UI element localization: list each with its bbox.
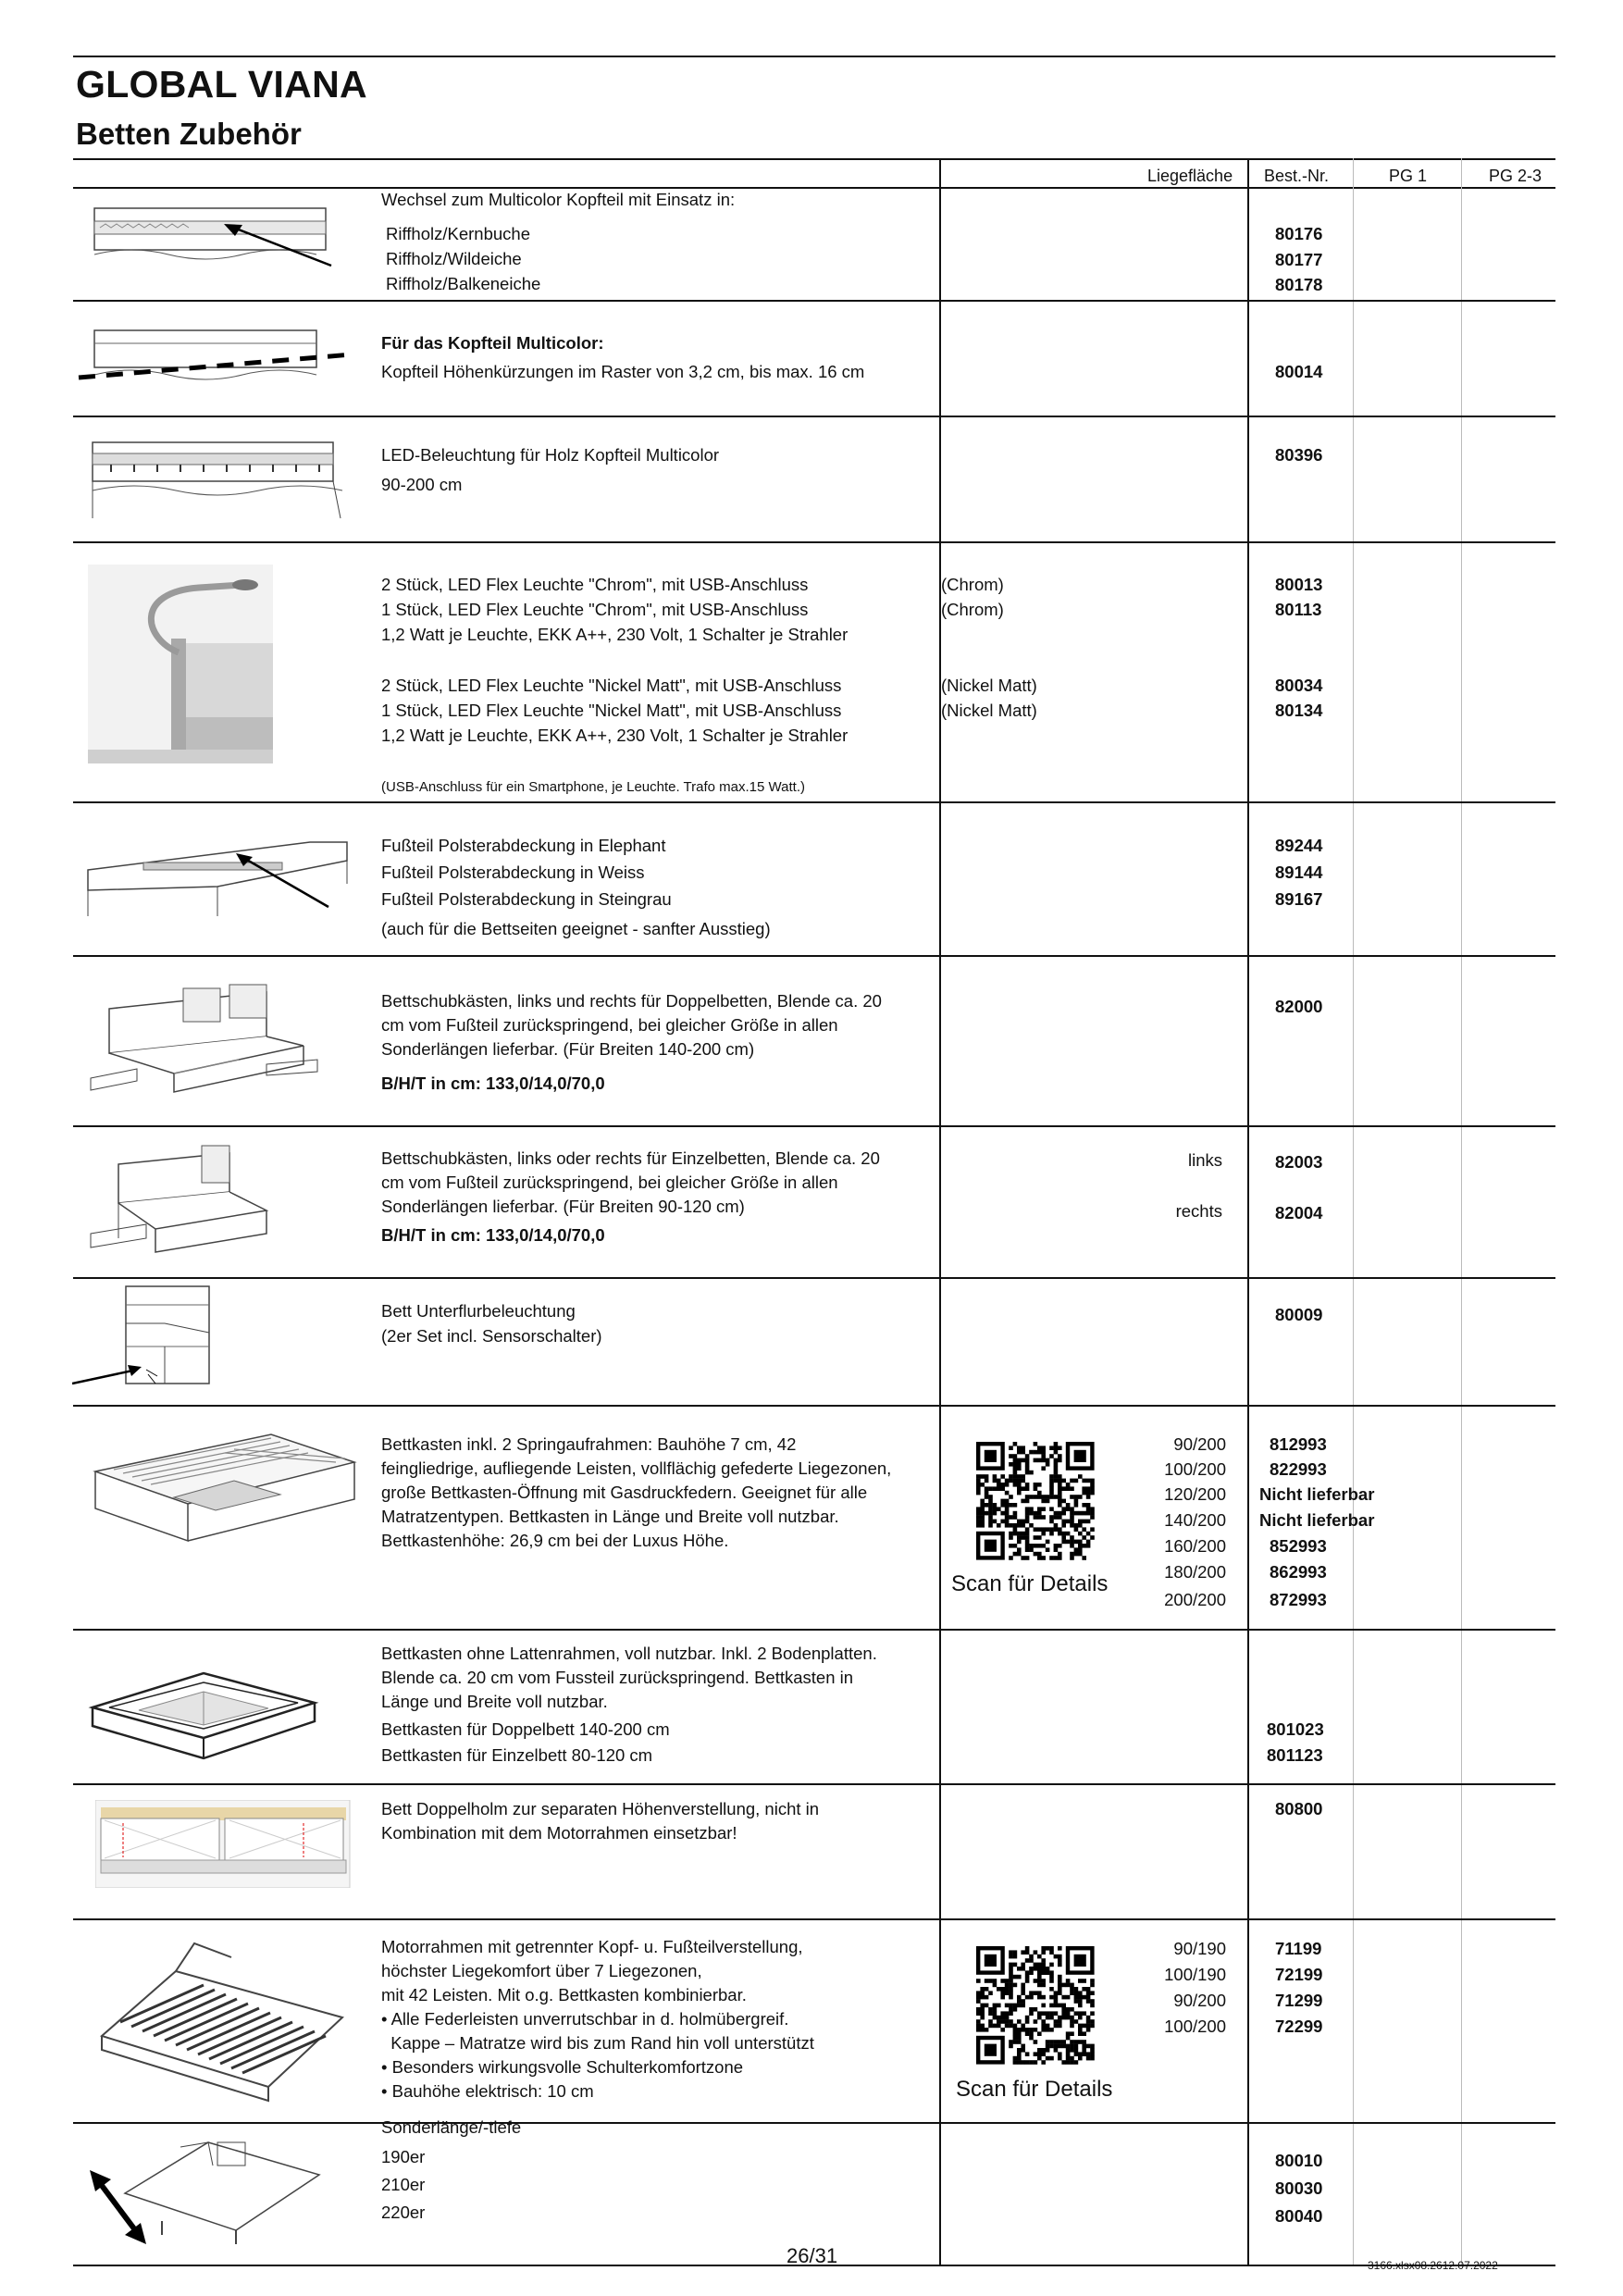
item-text: feingliedrige, aufliegende Leisten, vollflächig gefederte Liegezonen, bbox=[381, 1458, 892, 1478]
item-text: • Bauhöhe elektrisch: 10 cm bbox=[381, 2081, 594, 2101]
surface-size: 180/200 bbox=[1164, 1562, 1226, 1582]
headboard-led-lighting-drawing bbox=[83, 435, 361, 523]
qr-caption: Scan für Details bbox=[951, 1571, 1109, 1596]
order-number: 72199 bbox=[1275, 1965, 1323, 1984]
col-header-pg23: PG 2-3 bbox=[1489, 167, 1542, 185]
order-number: 80178 bbox=[1275, 275, 1323, 294]
surface-label: rechts bbox=[1175, 1201, 1222, 1221]
order-number: 80010 bbox=[1275, 2151, 1323, 2170]
order-number: 72299 bbox=[1275, 2017, 1323, 2036]
multicolor-headboard-insert-drawing bbox=[83, 199, 352, 278]
item-text: • Besonders wirkungsvolle Schulterkomfortzone bbox=[381, 2057, 744, 2077]
item-text: mit 42 Leisten. Mit o.g. Bettkasten kombinierbar. bbox=[381, 1985, 747, 2004]
qr-code-icon[interactable] bbox=[976, 1946, 1109, 2066]
item-text: Sonderlängen lieferbar. (Für Breiten 140-200 cm) bbox=[381, 1039, 755, 1059]
item-text: 1 Stück, LED Flex Leuchte "Nickel Matt", mit USB-Anschluss bbox=[381, 701, 842, 720]
item-text: cm vom Fußteil zurückspringend, bei gleicher Größe in allen bbox=[381, 1173, 838, 1192]
item-text: große Bettkasten-Öffnung mit Gasdruckfedern. Geeignet für alle bbox=[381, 1483, 868, 1502]
surface-label: (Nickel Matt) bbox=[941, 701, 1037, 720]
page-title: GLOBAL VIANA bbox=[76, 63, 367, 105]
item-text: Bettschubkästen, links und rechts für Doppelbetten, Blende ca. 20 bbox=[381, 991, 882, 1011]
item-text: Fußteil Polsterabdeckung in Steingrau bbox=[381, 889, 672, 909]
order-number: 82003 bbox=[1275, 1152, 1323, 1172]
special-length-drawing bbox=[88, 2128, 328, 2258]
order-number: 82000 bbox=[1275, 997, 1323, 1016]
item-text: 220er bbox=[381, 2203, 426, 2222]
item-text: Bettkasten inkl. 2 Springaufrahmen: Bauhöhe 7 cm, 42 bbox=[381, 1434, 797, 1454]
item-text: 210er bbox=[381, 2175, 426, 2194]
underfloor-lighting-drawing bbox=[72, 1282, 220, 1402]
order-number: 80034 bbox=[1275, 676, 1323, 695]
bed-box-spring-frames-drawing bbox=[86, 1425, 364, 1555]
item-text: Riffholz/Balkeneiche bbox=[386, 274, 541, 293]
order-number: 71299 bbox=[1275, 1991, 1323, 2010]
item-text: Sonderlänge/-tiefe bbox=[381, 2117, 522, 2137]
item-heading: Für das Kopfteil Multicolor: bbox=[381, 333, 604, 353]
order-number: 812993 bbox=[1270, 1434, 1327, 1454]
item-text: 1,2 Watt je Leuchte, EKK A++, 230 Volt, 1 Schalter je Strahler bbox=[381, 625, 849, 644]
item-text: Riffholz/Wildeiche bbox=[386, 249, 522, 268]
item-text: Motorrahmen mit getrennter Kopf- u. Fußteilverstellung, bbox=[381, 1937, 803, 1956]
order-number: 80009 bbox=[1275, 1305, 1323, 1324]
single-bed-drawer-drawing bbox=[81, 1136, 285, 1275]
surface-size: 100/190 bbox=[1164, 1965, 1226, 1984]
surface-size: 90/190 bbox=[1173, 1939, 1226, 1958]
item-text: Bettkastenhöhe: 26,9 cm bei der Luxus Höhe. bbox=[381, 1531, 729, 1550]
surface-size: 100/200 bbox=[1164, 2017, 1226, 2036]
order-number: 71199 bbox=[1275, 1939, 1322, 1958]
led-flex-lamp-photo bbox=[88, 565, 273, 763]
order-number: 80177 bbox=[1275, 250, 1323, 269]
double-rail-drawing bbox=[95, 1800, 354, 1888]
order-number: Nicht lieferbar bbox=[1259, 1484, 1375, 1504]
item-text: 1,2 Watt je Leuchte, EKK A++, 230 Volt, 1 Schalter je Strahler bbox=[381, 726, 849, 745]
order-number: 89244 bbox=[1275, 836, 1323, 855]
order-number: 89144 bbox=[1275, 863, 1323, 882]
item-dimensions: B/H/T in cm: 133,0/14,0/70,0 bbox=[381, 1225, 605, 1245]
item-text: Kombination mit dem Motorrahmen einsetzbar! bbox=[381, 1823, 737, 1843]
column-divider bbox=[939, 158, 941, 2266]
item-text: Riffholz/Kernbuche bbox=[386, 224, 530, 243]
file-reference: 3166.xlsx08.2612.07.2022 bbox=[1368, 2259, 1498, 2272]
order-number: Nicht lieferbar bbox=[1259, 1510, 1375, 1530]
item-text: 2 Stück, LED Flex Leuchte "Chrom", mit USB-Anschluss bbox=[381, 575, 809, 594]
order-number: 80030 bbox=[1275, 2178, 1323, 2198]
surface-size: 90/200 bbox=[1173, 1434, 1226, 1454]
item-text: Länge und Breite voll nutzbar. bbox=[381, 1692, 608, 1711]
order-number: 80176 bbox=[1275, 224, 1323, 243]
order-number: 80800 bbox=[1275, 1799, 1323, 1818]
surface-size: 200/200 bbox=[1164, 1590, 1226, 1609]
order-number: 822993 bbox=[1270, 1459, 1327, 1479]
order-number: 80396 bbox=[1275, 445, 1323, 465]
footboard-cover-drawing bbox=[79, 814, 365, 935]
item-text: Bett Unterflurbeleuchtung bbox=[381, 1301, 576, 1321]
order-number: 80014 bbox=[1275, 362, 1323, 381]
item-text: Bett Doppelholm zur separaten Höhenverstellung, nicht in bbox=[381, 1799, 820, 1818]
headboard-height-cut-drawing bbox=[74, 319, 361, 403]
surface-size: 140/200 bbox=[1164, 1510, 1226, 1530]
surface-label: links bbox=[1187, 1150, 1222, 1170]
order-number: 82004 bbox=[1275, 1203, 1323, 1222]
bed-box-without-slats-drawing bbox=[83, 1666, 333, 1768]
item-text: 90-200 cm bbox=[381, 475, 463, 494]
order-number: 89167 bbox=[1275, 889, 1323, 909]
surface-label: (Chrom) bbox=[941, 600, 1004, 619]
item-text: Wechsel zum Multicolor Kopfteil mit Einsatz in: bbox=[381, 190, 736, 209]
order-number: 862993 bbox=[1270, 1562, 1327, 1582]
item-text: Matratzentypen. Bettkasten in Länge und Breite voll nutzbar. bbox=[381, 1507, 839, 1526]
item-text: LED-Beleuchtung für Holz Kopfteil Multicolor bbox=[381, 445, 720, 465]
order-number: 801123 bbox=[1267, 1745, 1323, 1765]
surface-label: (Nickel Matt) bbox=[941, 676, 1037, 695]
order-number: 801023 bbox=[1267, 1719, 1324, 1739]
item-text: cm vom Fußteil zurückspringend, bei gleicher Größe in allen bbox=[381, 1015, 838, 1035]
qr-code-icon[interactable] bbox=[976, 1442, 1109, 1562]
order-number: 80113 bbox=[1275, 600, 1322, 619]
item-text: Kappe – Matratze wird bis zum Rand hin voll unterstützt bbox=[381, 2033, 814, 2053]
item-text: höchster Liegekomfort über 7 Liegezonen, bbox=[381, 1961, 702, 1980]
col-header-bestnr: Best.-Nr. bbox=[1264, 167, 1330, 185]
item-dimensions: B/H/T in cm: 133,0/14,0/70,0 bbox=[381, 1074, 605, 1093]
item-text: Bettschubkästen, links oder rechts für Einzelbetten, Blende ca. 20 bbox=[381, 1148, 880, 1168]
item-text: 190er bbox=[381, 2147, 426, 2166]
qr-caption: Scan für Details bbox=[956, 2077, 1113, 2102]
double-bed-drawers-drawing bbox=[81, 972, 331, 1111]
item-text: Bettkasten ohne Lattenrahmen, voll nutzbar. Inkl. 2 Bodenplatten. bbox=[381, 1644, 877, 1663]
item-text: Bettkasten für Einzelbett 80-120 cm bbox=[381, 1745, 653, 1765]
item-text: Blende ca. 20 cm vom Fussteil zurückspringend. Bettkasten in bbox=[381, 1668, 854, 1687]
item-text: Sonderlängen lieferbar. (Für Breiten 90-120 cm) bbox=[381, 1197, 745, 1216]
surface-size: 120/200 bbox=[1164, 1484, 1226, 1504]
order-number: 80134 bbox=[1275, 701, 1323, 720]
surface-label: (Chrom) bbox=[941, 575, 1004, 594]
item-note: (USB-Anschluss für ein Smartphone, je Leuchte. Trafo max.15 Watt.) bbox=[381, 779, 805, 795]
surface-size: 90/200 bbox=[1173, 1991, 1226, 2010]
page-number: 26/31 bbox=[787, 2244, 838, 2267]
item-text: 1 Stück, LED Flex Leuchte "Chrom", mit USB-Anschluss bbox=[381, 600, 809, 619]
surface-size: 100/200 bbox=[1164, 1459, 1226, 1479]
item-text: 2 Stück, LED Flex Leuchte "Nickel Matt", mit USB-Anschluss bbox=[381, 676, 842, 695]
item-text: (auch für die Bettseiten geeignet - sanfter Ausstieg) bbox=[381, 919, 771, 938]
item-text: Fußteil Polsterabdeckung in Weiss bbox=[381, 863, 645, 882]
order-number: 872993 bbox=[1270, 1590, 1327, 1609]
page-subtitle: Betten Zubehör bbox=[76, 117, 302, 151]
col-header-pg1: PG 1 bbox=[1389, 167, 1428, 185]
item-text: Bettkasten für Doppelbett 140-200 cm bbox=[381, 1719, 670, 1739]
item-text: Kopfteil Höhenkürzungen im Raster von 3,2 cm, bis max. 16 cm bbox=[381, 362, 865, 381]
col-header-liegeflaeche: Liegefläche bbox=[1147, 167, 1233, 185]
motor-frame-drawing bbox=[93, 1934, 361, 2110]
order-number: 852993 bbox=[1270, 1536, 1327, 1556]
item-text: Fußteil Polsterabdeckung in Elephant bbox=[381, 836, 666, 855]
item-text: (2er Set incl. Sensorschalter) bbox=[381, 1326, 602, 1346]
order-number: 80040 bbox=[1275, 2206, 1323, 2226]
surface-size: 160/200 bbox=[1164, 1536, 1226, 1556]
order-number: 80013 bbox=[1275, 575, 1323, 594]
item-text: • Alle Federleisten unverrutschbar in d. holmübergreif. bbox=[381, 2009, 789, 2029]
